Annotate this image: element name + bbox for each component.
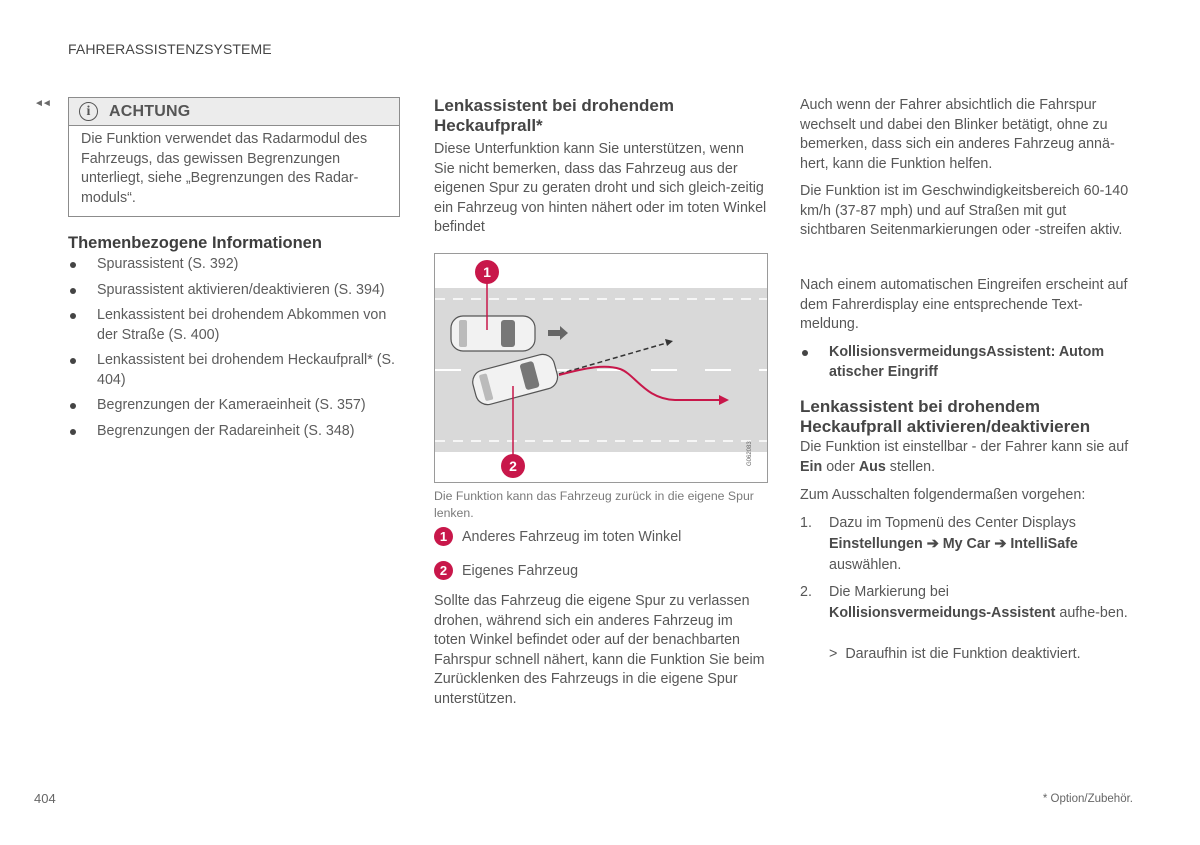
step-result: > Daraufhin ist die Funktion deaktiviert.	[829, 646, 1081, 662]
paragraph: Auch wenn der Fahrer absichtlich die Fahrspur wechselt und dabei den Blinker betätigt, ohne zu bemerken, dass sich ein anderes Fahrzeug annä-hert, kann die Funktion helfen.	[800, 97, 1115, 172]
chapter-title: FAHRERASSISTENZSYSTEME	[68, 41, 272, 57]
callout-2-icon: 2	[434, 561, 453, 580]
menu-path	[829, 534, 1132, 555]
section-body: Sollte das Fahrzeug die eigene Spur zu verlassen drohen, während sich ein anderes Fahrzeug im toten Winkel befindet oder auf der benachbarten Fahrspur schnell nähert, kann die Funktion Sie beim Zurücklenken des Fahrzeugs in die eigene Spur unterstützen.	[434, 593, 765, 707]
footnote: * Option/Zubehör.	[1042, 793, 1133, 805]
warning-title: ACHTUNG	[109, 102, 191, 120]
svg-text:2: 2	[509, 458, 517, 474]
figure-caption: Die Funktion kann das Fahrzeug zurück in die eigene Spur lenken.	[434, 489, 754, 520]
svg-text:G062083: G062083	[747, 441, 753, 466]
paragraph: Nach einem automatischen Eingreifen erscheint auf dem Fahrerdisplay eine entsprechende Text-meldung.	[800, 277, 1128, 332]
warning-text: Die Funktion verwendet das Radarmodul des Fahrzeugs, das gewissen Begrenzungen unterliegt, siehe „Begrenzungen des Radar-moduls“.	[81, 131, 368, 206]
callout-1-icon: 1	[434, 527, 453, 546]
arrow-right-icon: ➔	[926, 536, 939, 552]
related-link[interactable]: Begrenzungen der Kameraeinheit (S. 357)	[68, 396, 400, 416]
previous-page-icon[interactable]: ◄◄	[34, 98, 50, 109]
arrow-right-icon: ➔	[994, 536, 1007, 552]
legend-item-1: 1 Anderes Fahrzeug im toten Winkel	[434, 527, 681, 546]
setting-name: Kollisionsvermeidungs-Assistent	[829, 605, 1056, 621]
step-1: 1. Dazu im Topmenü des Center Displays Einstellungen ➔ My Car ➔ IntelliSafe auswählen.	[800, 513, 1132, 576]
svg-text:1: 1	[483, 264, 491, 280]
steps-intro: Zum Ausschalten folgendermaßen vorgehen:	[800, 487, 1086, 503]
related-link[interactable]: Spurassistent (S. 392)	[68, 255, 400, 275]
menu-my-car[interactable]: My Car	[942, 536, 991, 552]
warning-header	[69, 98, 399, 126]
activate-section-title: Lenkassistent bei drohendem Heckaufprall aktivieren/deaktivieren	[800, 397, 1091, 436]
menu-intellisafe[interactable]: IntelliSafe	[1010, 536, 1078, 552]
related-link[interactable]: Spurassistent aktivieren/deaktivieren (S. 394)	[68, 281, 400, 301]
activate-text: Die Funktion ist einstellbar - der Fahrer kann sie auf Ein oder Aus stellen.	[800, 439, 1129, 475]
on-label: Ein	[800, 458, 823, 475]
menu-einstellungen[interactable]: Einstellungen	[829, 536, 923, 552]
legend-item-2: 2 Eigenes Fahrzeug	[434, 561, 578, 580]
related-link[interactable]: Lenkassistent bei drohendem Heckaufprall* (S. 404)	[68, 351, 400, 390]
related-link[interactable]: Lenkassistent bei drohendem Abkommen von der Straße (S. 400)	[68, 306, 400, 345]
section-intro: Diese Unterfunktion kann Sie unterstützen, wenn Sie nicht bemerken, dass das Fahrzeug aus der eigenen Spur zu geraten droht und sich gleich-zeitig ein Fahrzeug von hinten nähert oder im toten Winkel befindet	[434, 141, 767, 235]
page-number: 404	[34, 791, 56, 806]
related-link[interactable]: Begrenzungen der Radareinheit (S. 348)	[68, 422, 400, 442]
related-info-title: Themenbezogene Informationen	[68, 234, 322, 252]
road-diagram	[435, 254, 768, 483]
lane-assist-illustration	[434, 253, 768, 483]
step-2: 2. Die Markierung bei Kollisionsvermeidungs-Assistent aufhe-ben.	[800, 584, 1128, 621]
display-message: KollisionsvermeidungsAssistent: Autom atischer Eingriff	[800, 343, 1132, 382]
other-vehicle-icon	[451, 316, 535, 351]
warning-box	[68, 97, 400, 217]
info-icon: i	[79, 102, 98, 121]
paragraph: Die Funktion ist im Geschwindigkeitsbereich 60-140 km/h (37-87 mph) und auf Straßen mit gut sichtbaren Seitenmarkierungen oder -streifen aktiv.	[800, 183, 1129, 238]
result-arrow-icon: >	[829, 646, 838, 662]
section-title: Lenkassistent bei drohendem Heckaufprall*	[434, 96, 674, 135]
off-label: Aus	[858, 458, 886, 475]
related-info-list	[68, 255, 400, 447]
